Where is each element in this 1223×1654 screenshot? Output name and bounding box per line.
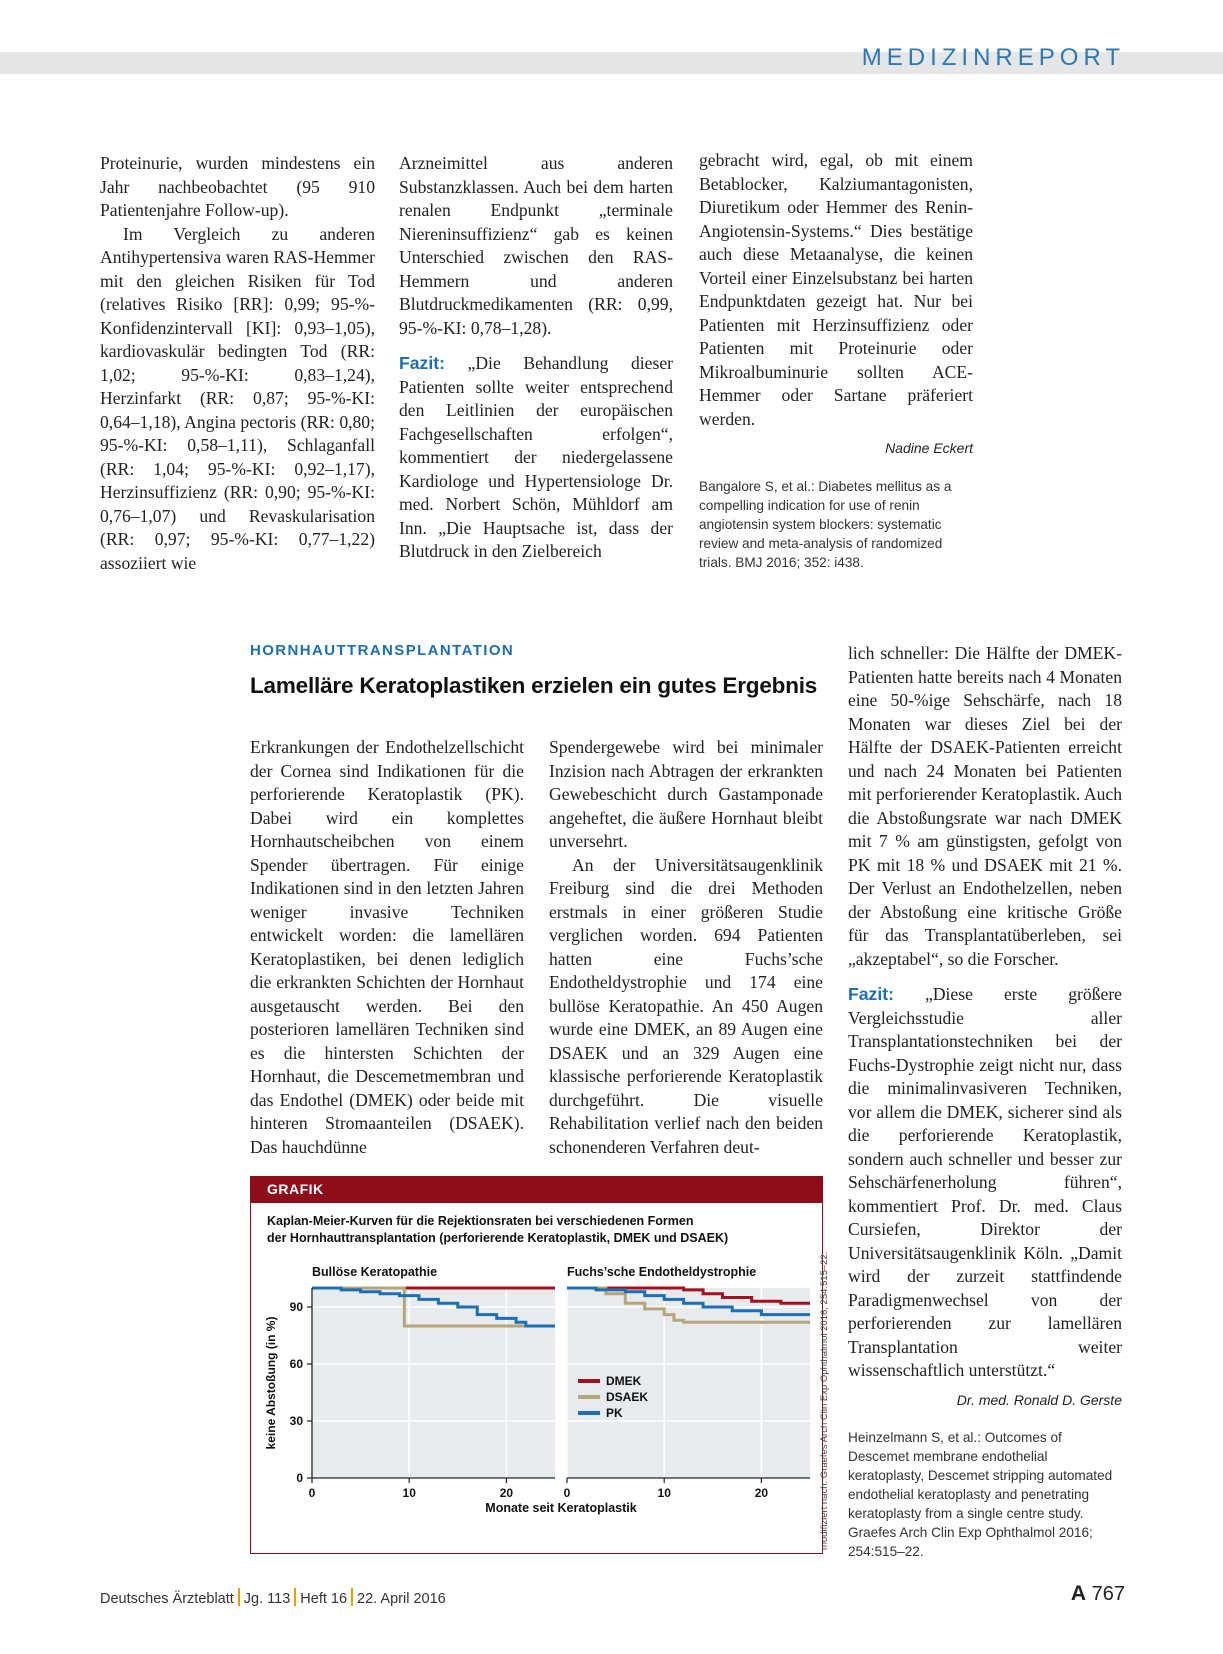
article1-column-2 <box>399 152 673 564</box>
chart-title: der Hornhauttransplantation (perforierende Keratoplastik, DMEK und DSAEK) <box>267 1231 729 1245</box>
paragraph: Proteinurie, wurden mindestens ein Jahr nachbeobachtet (95 910 Patientenjahre Follow-up). <box>100 153 375 220</box>
article2-column-3 <box>848 642 1122 1561</box>
x-tick-label: 0 <box>563 1486 571 1500</box>
page-footer <box>100 1588 446 1607</box>
reference: Heinzelmann S, et al.: Outcomes of Descemet membrane endothelial keratoplasty, Descemet stripping automated endothelial keratoplasty and penetrating keratoplasty from a single centre study. Graefes Arch Clin Exp Ophthalmol 2016; 254:515–22. <box>848 1430 1113 1559</box>
y-tick-label: 90 <box>289 1300 303 1314</box>
kaplan-meier-chart <box>251 1203 822 1553</box>
fazit-paragraph <box>399 352 673 564</box>
article2-column-2 <box>549 736 823 1159</box>
article-headline: Lamelläre Keratoplastiken erzielen ein gutes Ergebnis <box>250 673 818 698</box>
article1-column-1 <box>100 152 375 575</box>
chart-title: Kaplan-Meier-Kurven für die Rejektionsraten bei verschiedenen Formen <box>267 1214 694 1228</box>
x-tick-label: 0 <box>308 1486 316 1500</box>
paragraph: Erkrankungen der Endothelzellschicht der Cornea sind Indikationen für die perforierende Keratoplastik (PK). Dabei wird ein komplettes Hornhautscheibchen von einem Spender übertragen. Für einige Indikationen sind in den letzten Jahren weniger invasive Techniken entwickelt worden: die lamellären Keratoplastiken, bei denen lediglich die erkrankten Schichten der Hornhaut ausgetauscht werden. Bei den posterioren lamellären Techniken sind es die hintersten Schichten der Hornhaut, die Descemetmembran und das Endothel (DMEK) oder beide mit hinteren Stromaanteilen (DSAEK). Das hauchdünne <box>250 737 524 1157</box>
separator <box>294 1588 296 1606</box>
paragraph: An der Universitätsaugenklinik Freiburg sind die drei Methoden erstmals in einer größeren Studie verglichen worden. 694 Patienten hatten eine Fuchs’sche Endotheldystrophie und 174 eine bullöse Keratopathie. An 450 Augen wurde eine DMEK, an 89 Augen eine DSAEK und an 329 Augen eine klassische perforierende Keratoplastik durchgeführt. Die visuelle Rehabilitation verlief nach den beiden schonenderen Verfahren deut- <box>549 854 823 1157</box>
figure-label: GRAFIK <box>267 1181 324 1197</box>
y-tick-label: 0 <box>296 1471 303 1485</box>
legend-label: DMEK <box>606 1374 642 1388</box>
legend-label: DSAEK <box>606 1390 649 1404</box>
figure-label-bar <box>251 1177 822 1203</box>
paragraph: Spendergewebe wird bei minimaler Inzision nach Abtragen der erkrankten Gewebeschicht durch Gastamponade angeheftet, die äußere Hornhaut bleibt unversehrt. <box>549 737 823 851</box>
paragraph: lich schneller: Die Hälfte der DMEK-Patienten hatte bereits nach 4 Monaten eine 50-%ige Sehschärfe, nach 18 Monaten war dieses Ziel bei der Hälfte der DSAEK-Patienten erreicht und nach 24 Monaten bei Patienten mit perforierender Keratoplastik. Auch die Abstoßungsrate war nach DMEK mit 7 % am günstigsten, gefolgt von PK mit 18 % und DSAEK mit 21 %. Der Verlust an Endothelzellen, neben der Abstoßung eine kritische Größe für das Transplantatüberleben, sei „akzeptabel“, so die Forscher. <box>848 643 1122 969</box>
section-title: MEDIZINREPORT <box>861 44 1125 71</box>
plot-background <box>567 1288 810 1478</box>
fazit-label: Fazit: <box>848 984 894 1004</box>
x-tick-label: 20 <box>754 1486 769 1500</box>
separator <box>238 1588 240 1606</box>
separator <box>351 1588 353 1606</box>
journal-issue: Heft 16 <box>300 1591 348 1607</box>
x-tick-label: 20 <box>499 1486 514 1500</box>
fazit-text: „Diese erste größere Vergleichsstudie aller Transplantationstechniken bei der Fuchs-Dystrophie zeigt nicht nur, dass die minimalinvasiveren Techniken, vor allem die DMEK, sicherer sind als die perforierende Keratoplastik, sondern auch schneller und besser zur Sehschärfenerholung führen“, kommentiert Prof. Dr. med. Claus Cursiefen, Direktor der Universitätsaugenklinik Köln. „Damit wird der zurzeit stattfindende Paradigmenwechsel von der perforierenden zur lamellären Transplantation weiter wissenschaftlich unterstützt.“ <box>848 984 1122 1380</box>
figure-credit: modifiziert nach: Graefes Arch Clin Exp Ophthalmol 2016; 254:515–22. <box>819 1251 830 1550</box>
plot-background <box>312 1288 555 1478</box>
page-number <box>1071 1582 1125 1606</box>
paragraph: Arzneimittel aus anderen Substanzklassen. Auch bei dem harten renalen Endpunkt „terminale Niereninsuffizienz“ gab es keinen Unterschied zwischen den RAS-Hemmern und anderen Blutdruckmedikamenten (RR: 0,99, 95-%-KI: 0,78–1,28). <box>399 153 673 338</box>
journal-name: Deutsches Ärzteblatt <box>100 1591 234 1607</box>
x-tick-label: 10 <box>657 1486 671 1500</box>
fazit-label: Fazit: <box>399 353 445 373</box>
article2-column-1 <box>250 736 524 1159</box>
article1-column-3 <box>699 149 973 572</box>
legend-label: PK <box>606 1406 623 1420</box>
figure-box <box>250 1176 823 1554</box>
page-number-value: 767 <box>1091 1583 1125 1605</box>
panel-title: Fuchs’sche Endotheldystrophie <box>567 1265 757 1279</box>
x-tick-label: 10 <box>402 1486 416 1500</box>
paragraph: gebracht wird, egal, ob mit einem Betablocker, Kalziumantagonisten, Diuretikum oder Hemmer des Renin-Angiotensin-Systems.“ Dies bestätige auch diese Metaanalyse, die keinen Vorteil einer Einzelsubstanz bei harten Endpunktdaten gezeigt hat. Nur bei Patienten mit Herzinsuffizienz oder Patienten mit Proteinurie oder Mikroalbuminurie sollten ACE-Hemmer oder Sartane präferiert werden. <box>699 150 973 429</box>
y-axis-label: keine Abstoßung (in %) <box>264 1316 278 1450</box>
y-tick-label: 30 <box>289 1414 303 1428</box>
article-kicker: HORNHAUTTRANSPLANTATION <box>250 642 515 659</box>
fazit-text: „Die Behandlung dieser Patienten sollte weiter entsprechend den Leitlinien der europäischen Fachgesellschaften erfolgen“, kommentiert der niedergelassene Kardiologe und Hypertensiologe Dr. med. Norbert Schön, Mühldorf am Inn. „Die Hauptsache ist, dass der Blutdruck in den Zielbereich <box>399 353 673 561</box>
journal-date: 22. April 2016 <box>357 1591 446 1607</box>
paragraph: Im Vergleich zu anderen Antihypertensiva waren RAS-Hemmer mit den gleichen Risiken für Tod (relatives Risiko [RR]: 0,99; 95-%-Konfidenzintervall [KI]: 0,93–1,05), kardiovaskulär bedingten Tod (RR: 1,02; 95-%-KI: 0,83–1,24), Herzinfarkt (RR: 0,87; 95-%-KI: 0,64–1,18), Angina pectoris (RR: 0,80; 95-%-KI: 0,58–1,11), Schlaganfall (RR: 1,04; 95-%-KI: 0,92–1,17), Herzinsuffizienz (RR: 0,90; 95-%-KI: 0,76–1,07) und Revaskularisation (RR: 0,97; 95-%-KI: 0,77–1,22) assoziiert wie <box>100 223 375 573</box>
panel-title: Bullöse Keratopathie <box>312 1265 438 1279</box>
reference: Bangalore S, et al.: Diabetes mellitus as a compelling indication for use of renin angiotensin system blockers: systematic review and meta-analysis of randomized trials. BMJ 2016; 352: i438. <box>699 478 952 570</box>
author-byline: Dr. med. Ronald D. Gerste <box>956 1391 1122 1408</box>
page-prefix: A <box>1070 1582 1087 1605</box>
fazit-paragraph <box>848 983 1122 1383</box>
x-axis-label: Monate seit Keratoplastik <box>485 1501 637 1515</box>
journal-volume: Jg. 113 <box>243 1591 291 1607</box>
author-byline: Nadine Eckert <box>885 440 973 456</box>
y-tick-label: 60 <box>289 1357 303 1371</box>
